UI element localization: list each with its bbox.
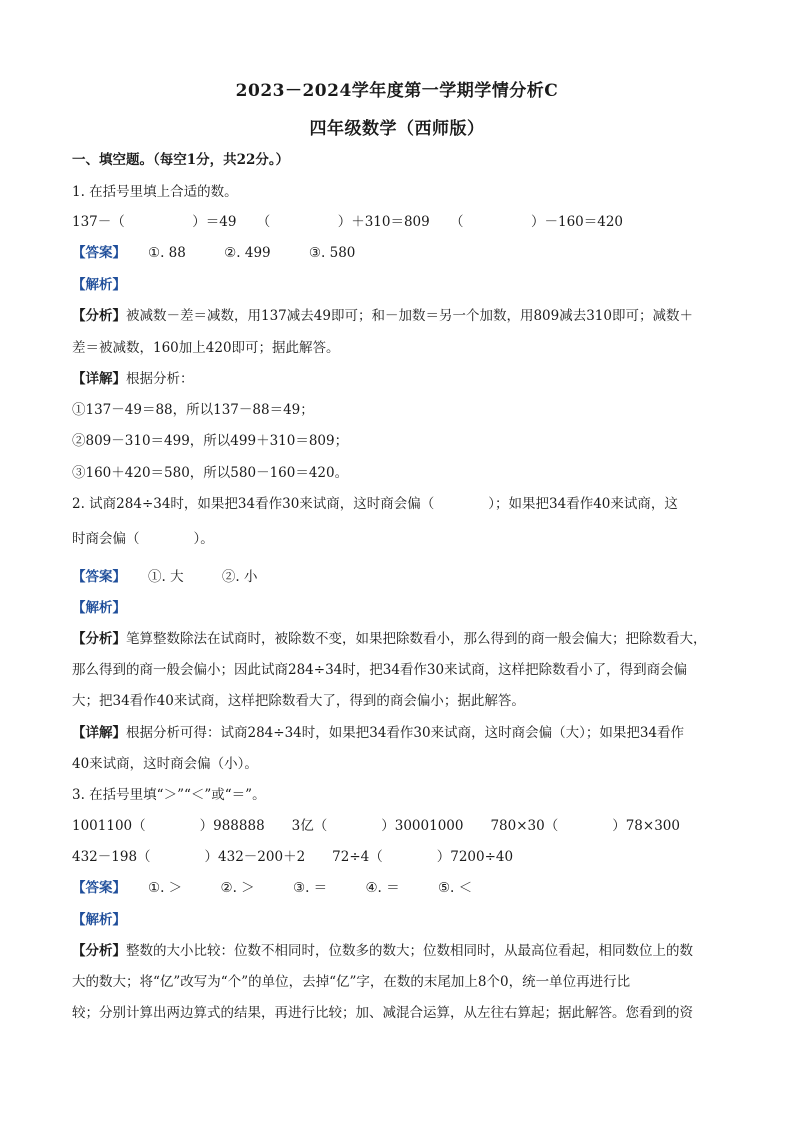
q2-fenxi-line1 bbox=[72, 630, 707, 648]
q3-stem: 3. 在括号里填“＞”“＜”或“＝”。 bbox=[72, 787, 266, 803]
q2-fenxi-line2: 那么得到的商一般会偏小；因此试商284÷34时，把34看作30来试商，这样把除数看小了，得到商会偏 bbox=[72, 662, 688, 678]
q1-items: 137－（ ）＝49 （ ）＋310＝809 （ ）－160＝420 bbox=[72, 214, 624, 230]
q3-answer-4: ④. ＝ bbox=[365, 880, 400, 896]
q1-answer-1: ①. 88 bbox=[148, 245, 186, 261]
xiangjie-tag: 【详解】 bbox=[72, 725, 126, 741]
q1-stem: 1. 在括号里填上合适的数。 bbox=[72, 184, 238, 200]
q2-fenxi-text1: 笔算整数除法在试商时，被除数不变，如果把除数看小，那么得到的商一般会偏大；把除数看大， bbox=[126, 631, 707, 647]
q1-answer-3: ③. 580 bbox=[308, 245, 356, 261]
fenxi-tag: 【分析】 bbox=[72, 308, 126, 324]
q3-row2: 432－198（ ）432－200＋2 72÷4（ ）7200÷40 bbox=[72, 849, 514, 865]
fenxi-tag: 【分析】 bbox=[72, 943, 126, 959]
q2-jiexi-tag: 【解析】 bbox=[72, 600, 126, 616]
q3-fenxi-line2: 大的数大；将“亿”改写为“个”的单位，去掉“亿”字，在数的末尾加上8个0，统一单位再进行比 bbox=[72, 974, 631, 990]
q3-answer-2: ②. ＞ bbox=[220, 880, 255, 896]
q2-xiangjie-line2: 40来试商，这时商会偏（小）。 bbox=[72, 756, 258, 772]
q2-fenxi-line3: 大；把34看作40来试商，这样把除数看大了，得到的商会偏小；据此解答。 bbox=[72, 693, 525, 709]
q3-row1: 1001100（ ）988888 3亿（ ）30001000 780×30（ ）78×300 bbox=[72, 818, 680, 834]
q1-xiangjie-line1 bbox=[72, 370, 194, 388]
section-heading: 一、填空题。（每空1分，共22分。） bbox=[72, 152, 290, 168]
q1-xiangjie-text1: 根据分析： bbox=[126, 371, 194, 387]
q1-fenxi-text1: 被减数－差＝减数，用137减去49即可；和－加数＝另一个加数，用809减去310即可；减数＋ bbox=[126, 308, 693, 324]
q3-answer-5: ⑤. ＜ bbox=[437, 880, 473, 896]
q3-answer-1: ①. ＞ bbox=[148, 880, 183, 896]
q3-answer-3: ③. ＝ bbox=[292, 880, 328, 896]
page-subtitle: 四年级数学（西师版） bbox=[309, 119, 485, 139]
q2-stem-line1: 2. 试商284÷34时，如果把34看作30来试商，这时商会偏（ ）；如果把34看作40来试商，这 bbox=[72, 496, 678, 512]
q1-fenxi-line1 bbox=[72, 307, 693, 325]
answer-tag: 【答案】 bbox=[72, 245, 126, 261]
q2-answer-row bbox=[72, 568, 291, 586]
xiangjie-tag: 【详解】 bbox=[72, 371, 126, 387]
q1-jiexi-tag: 【解析】 bbox=[72, 277, 126, 293]
q2-xiangjie-text1: 根据分析可得：试商284÷34时，如果把34看作30来试商，这时商会偏（大）；如果把34看作 bbox=[126, 725, 685, 741]
q3-fenxi-line1 bbox=[72, 942, 693, 960]
q1-answer-2: ②. 499 bbox=[224, 245, 271, 261]
q3-answer-row bbox=[72, 879, 506, 897]
q2-answer-1: ①. 大 bbox=[148, 569, 184, 585]
q3-fenxi-text1: 整数的大小比较：位数不相同时，位数多的数大；位数相同时，从最高位看起，相同数位上的数 bbox=[126, 943, 693, 959]
answer-tag: 【答案】 bbox=[72, 569, 126, 585]
q3-jiexi-tag: 【解析】 bbox=[72, 912, 126, 928]
q2-xiangjie-line1 bbox=[72, 724, 684, 742]
q1-xiangjie-line4: ③160＋420＝580，所以580－160＝420。 bbox=[72, 465, 349, 481]
q3-fenxi-line3: 较；分别计算出两边算式的结果，再进行比较；加、减混合运算，从左往右算起；据此解答。您看到的资 bbox=[72, 1005, 693, 1021]
q2-stem-line2: 时商会偏（ ）。 bbox=[72, 531, 214, 547]
q1-xiangjie-line2: ①137－49＝88，所以137－88＝49； bbox=[72, 402, 314, 418]
q1-xiangjie-line3: ②809－310＝499，所以499＋310＝809； bbox=[72, 433, 349, 449]
fenxi-tag: 【分析】 bbox=[72, 631, 126, 647]
page-title: 2023－2024学年度第一学期学情分析C bbox=[235, 81, 559, 101]
answer-tag: 【答案】 bbox=[72, 880, 126, 896]
q1-fenxi-line2: 差＝被减数，160加上420即可；据此解答。 bbox=[72, 340, 340, 356]
q1-answer-row bbox=[72, 244, 389, 262]
q2-answer-2: ②. 小 bbox=[221, 569, 258, 585]
